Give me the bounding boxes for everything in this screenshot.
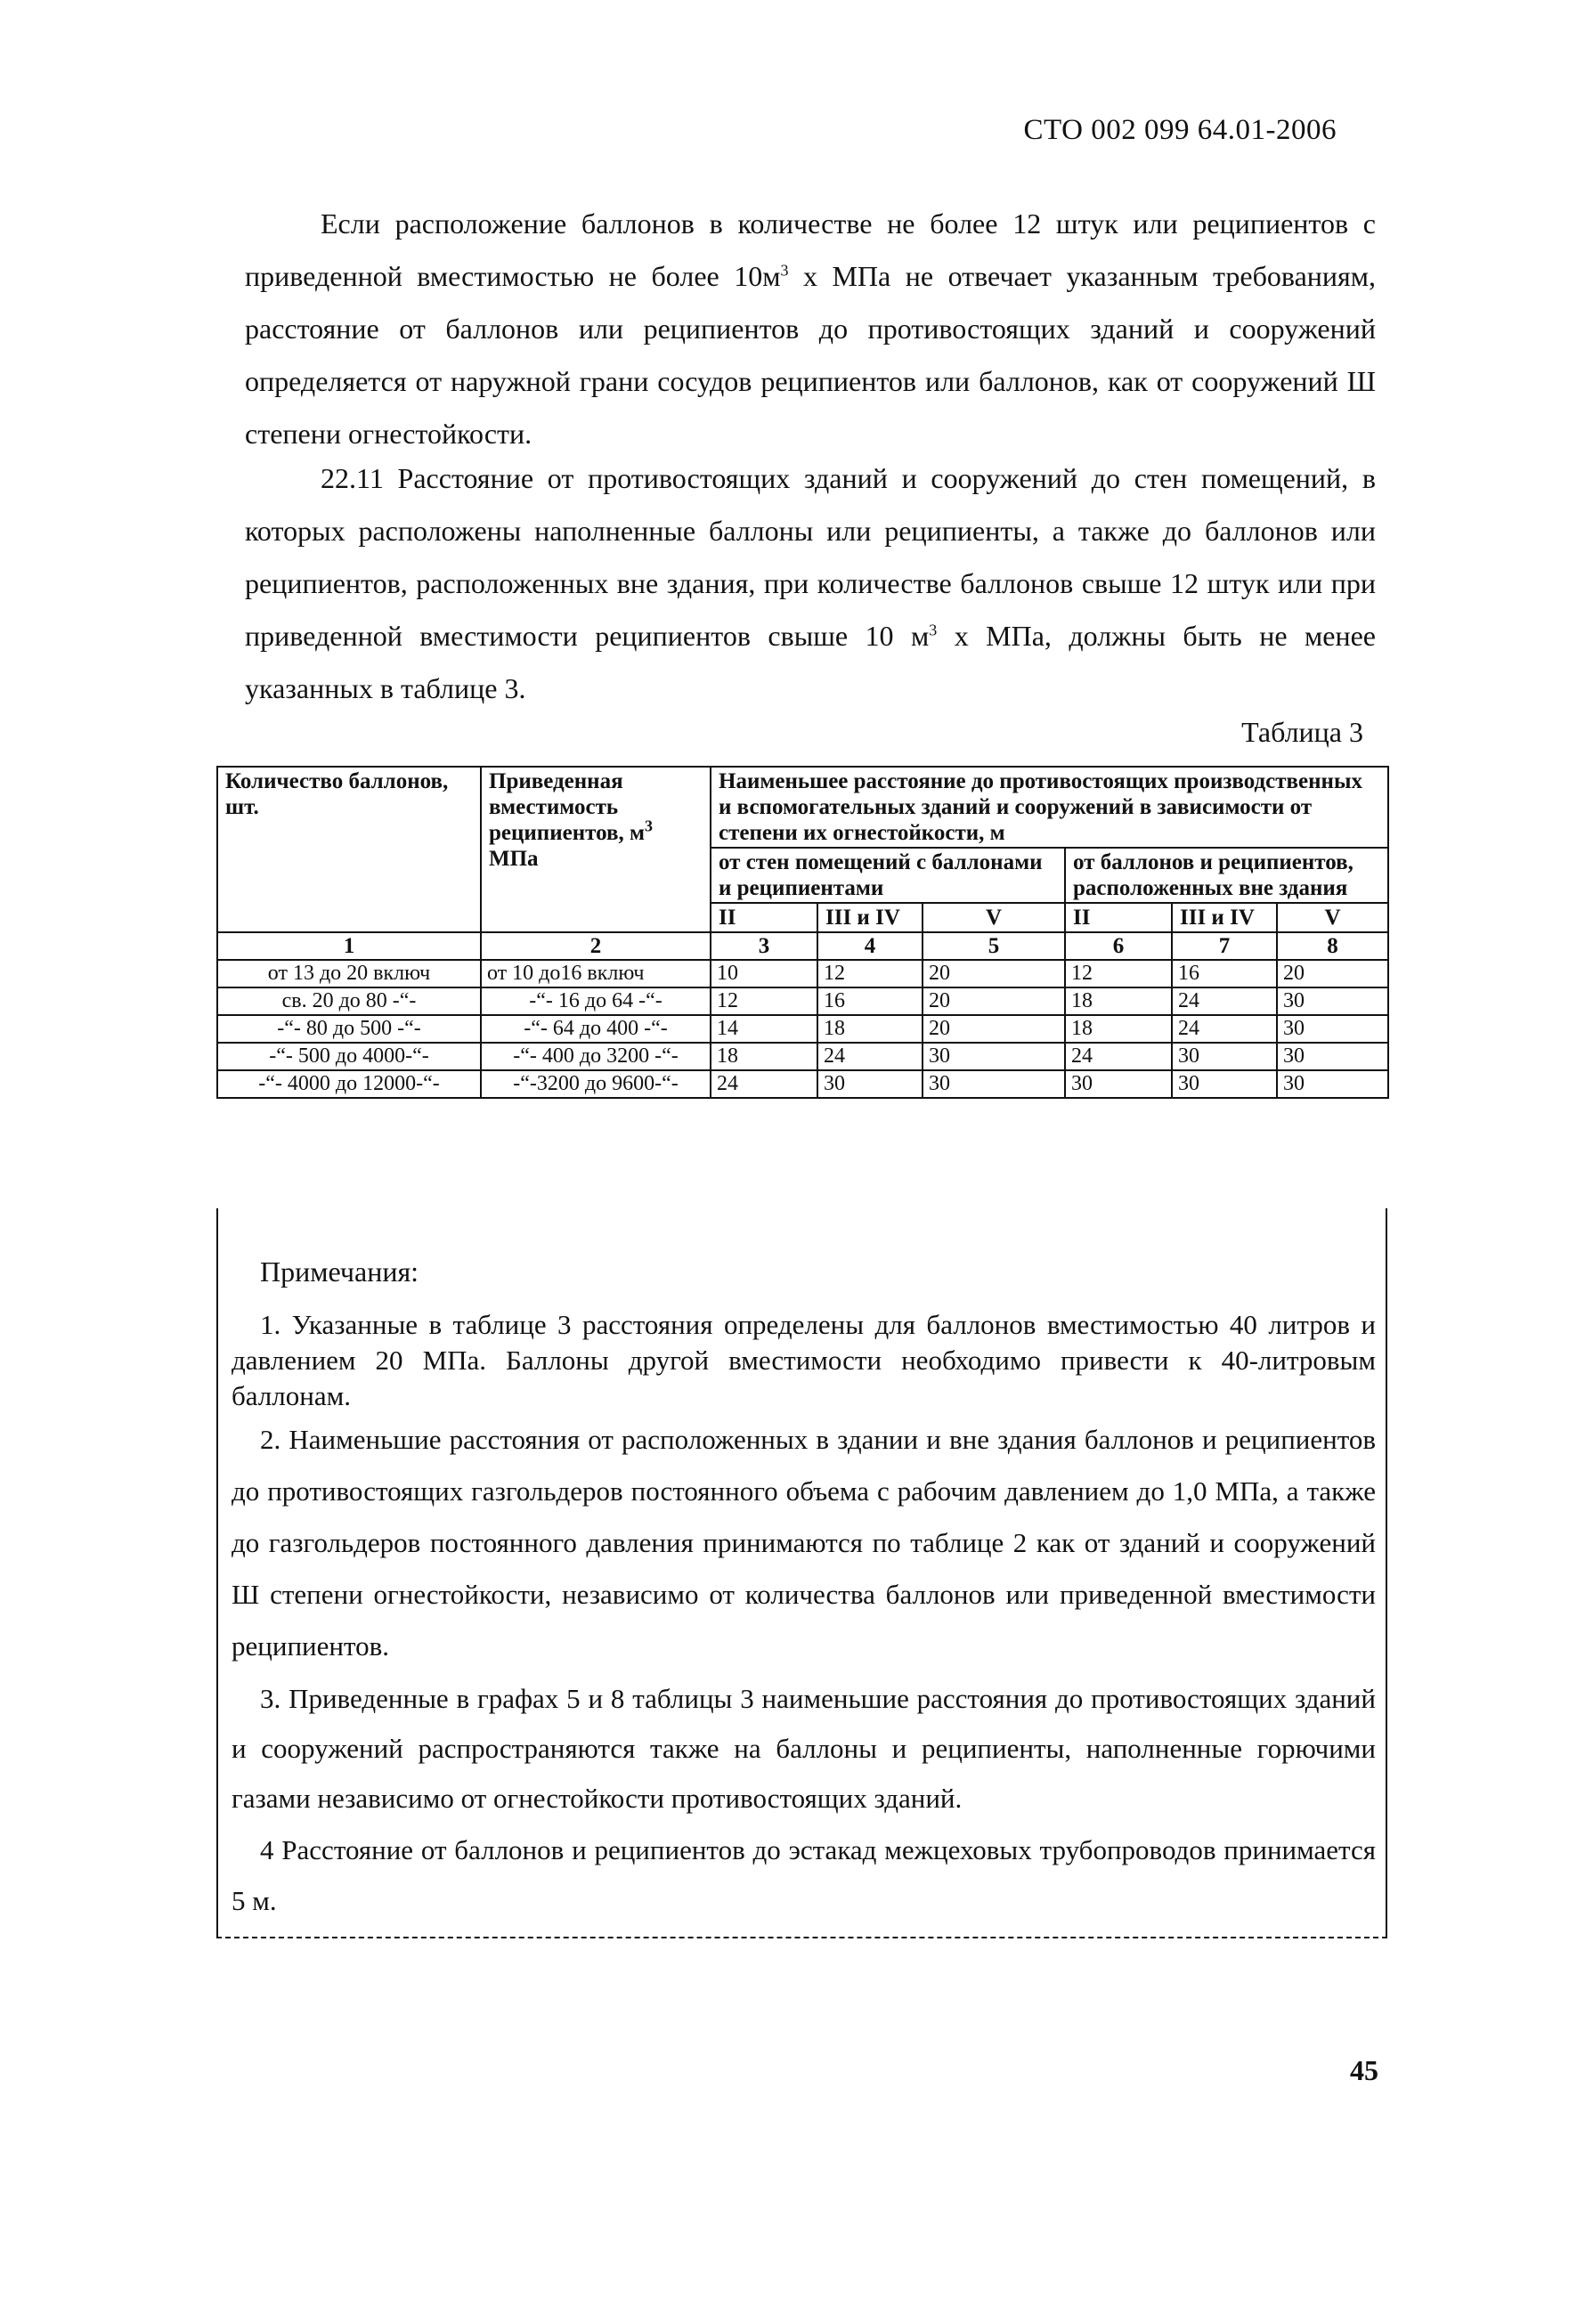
note-2-text: 2. Наименьшие расстояния от расположенных в здании и вне здания баллонов и реципиентов до противостоящих газгольдеров постоянного объема с рабочим давлением до 1,0 МПа, а также до газгольдеров постоянного давления принимаются по таблице 2 как от зданий и сооружений Ш степени огнестойкости, независимо от количества баллонов или приведенной вместимости реципиентов. xyxy=(232,1424,1376,1662)
header-degree: V xyxy=(1277,903,1388,932)
note-4-text: 4 Расстояние от баллонов и реципиентов до эстакад межцеховых трубопроводов принимается 5 м. xyxy=(232,1834,1376,1916)
table-cell: -“- 500 до 4000-“- xyxy=(217,1043,481,1070)
table-cell: 30 xyxy=(1065,1070,1172,1098)
table-cell: 24 xyxy=(1065,1043,1172,1070)
notes-frame-bottom-line xyxy=(216,1937,1387,1938)
header-capacity-sup: 3 xyxy=(644,817,653,835)
table-row xyxy=(217,987,1388,1015)
note-1-text: 1. Указанные в таблице 3 расстояния определены для баллонов вместимостью 40 литров и давлением 20 МПа. Баллоны другой вместимости необходимо привести к 40-литровым баллонам. xyxy=(232,1309,1376,1411)
table-cell: -“- 80 до 500 -“- xyxy=(217,1015,481,1043)
table-cell: 30 xyxy=(817,1070,923,1098)
table-cell: -“- 64 до 400 -“- xyxy=(481,1015,711,1043)
table-cell: 24 xyxy=(1172,1015,1277,1043)
header-capacity-unit: МПа xyxy=(489,847,539,871)
table-caption: Таблица 3 xyxy=(1241,716,1363,748)
header-sub-outside: от баллонов и реципиентов, расположенных вне здания xyxy=(1065,848,1388,903)
header-capacity xyxy=(481,767,711,932)
document-code: СТО 002 099 64.01-2006 xyxy=(1023,114,1337,146)
header-degree: V xyxy=(923,903,1065,932)
page-number: 45 xyxy=(1350,2054,1378,2086)
table-cell: 18 xyxy=(1065,1015,1172,1043)
table-cell: от 10 до16 включ xyxy=(481,960,711,987)
header-sub-walls: от стен помещений с баллонами и реципиентами xyxy=(711,848,1065,903)
column-number: 8 xyxy=(1277,932,1388,960)
table-cell: -“- 400 до 3200 -“- xyxy=(481,1043,711,1070)
table-cell: 30 xyxy=(923,1070,1065,1098)
table-row xyxy=(217,1015,1388,1043)
table-row xyxy=(217,1043,1388,1070)
table-cell: 12 xyxy=(1065,960,1172,987)
table-cell: 30 xyxy=(1277,987,1388,1015)
header-degree: III и IV xyxy=(817,903,923,932)
paragraph-1-sup: 3 xyxy=(780,261,789,280)
table-cell: 20 xyxy=(923,987,1065,1015)
note-3 xyxy=(232,1674,1376,1824)
table-cell: 16 xyxy=(817,987,923,1015)
header-degree: III и IV xyxy=(1172,903,1277,932)
table-header-row-1 xyxy=(217,767,1388,848)
table-cell: 24 xyxy=(1172,987,1277,1015)
header-capacity-text: Приведенная вместимость реципиентов, м xyxy=(489,769,645,845)
column-number: 5 xyxy=(923,932,1065,960)
column-number: 6 xyxy=(1065,932,1172,960)
table-cell: 16 xyxy=(1172,960,1277,987)
table-cell: 24 xyxy=(711,1070,817,1098)
table-cell: 18 xyxy=(817,1015,923,1043)
header-group: Наименьшее расстояние до противостоящих производственных и вспомогательных зданий и сооружений в зависимости от степени их огнестойкости, м xyxy=(711,767,1388,848)
paragraph-1 xyxy=(245,198,1376,460)
table-cell: 14 xyxy=(711,1015,817,1043)
table-row xyxy=(217,960,1388,987)
paragraph-2 xyxy=(245,452,1376,715)
table-cell: от 13 до 20 включ xyxy=(217,960,481,987)
table-row xyxy=(217,1070,1388,1098)
table-cell: 24 xyxy=(817,1043,923,1070)
paragraph-2-text-b: х МПа, должны быть не менее указанных в таблице 3. xyxy=(245,620,1377,704)
header-degree: II xyxy=(1065,903,1172,932)
table-cell: 30 xyxy=(1172,1043,1277,1070)
paragraph-2-sup: 3 xyxy=(929,621,938,639)
column-numbers-row xyxy=(217,932,1388,960)
paragraph-2-text-a: 22.11 Расстояние от противостоящих зданий и сооружений до стен помещений, в которых расположены наполненные баллоны или реципиенты, а также до баллонов или реципиентов, расположенных вне здания, при количестве баллонов свыше 12 штук или при приведенной вместимости реципиентов свыше 10 м xyxy=(245,462,1376,652)
column-number: 7 xyxy=(1172,932,1277,960)
table-cell: -“- 4000 до 12000-“- xyxy=(217,1070,481,1098)
table-cell: 30 xyxy=(1277,1015,1388,1043)
column-number: 3 xyxy=(711,932,817,960)
note-2 xyxy=(232,1414,1376,1672)
table-cell: 30 xyxy=(923,1043,1065,1070)
table-cell: -“- 16 до 64 -“- xyxy=(481,987,711,1015)
distance-table xyxy=(216,766,1389,1099)
table-cell: -“-3200 до 9600-“- xyxy=(481,1070,711,1098)
table-cell: 18 xyxy=(1065,987,1172,1015)
notes-title: Примечания: xyxy=(260,1255,419,1288)
note-4 xyxy=(232,1824,1376,1926)
table-cell: 20 xyxy=(923,1015,1065,1043)
table-cell: 30 xyxy=(1277,1043,1388,1070)
table-cell: 20 xyxy=(923,960,1065,987)
column-number: 2 xyxy=(481,932,711,960)
table-cell: 30 xyxy=(1172,1070,1277,1098)
paragraph-1-text-a: Если расположение баллонов в количестве не более 12 штук или реципиентов с приведенной вместимостью не более 10м xyxy=(245,207,1376,292)
table-cell: св. 20 до 80 -“- xyxy=(217,987,481,1015)
table-cell: 30 xyxy=(1277,1070,1388,1098)
table-cell: 18 xyxy=(711,1043,817,1070)
header-degree: II xyxy=(711,903,817,932)
table-cell: 12 xyxy=(711,987,817,1015)
column-number: 1 xyxy=(217,932,481,960)
paragraph-1-text-b: х МПа не отвечает указанным требованиям, расстояние от баллонов или реципиентов до противостоящих зданий и сооружений определяется от наружной грани сосудов реципиентов или баллонов, как от сооружений Ш степени огнестойкости. xyxy=(245,260,1377,450)
table-cell: 20 xyxy=(1277,960,1388,987)
note-3-text: 3. Приведенные в графах 5 и 8 таблицы 3 наименьшие расстояния до противостоящих зданий и сооружений распространяются также на баллоны и реципиенты, наполненные горючими газами независимо от огнестойкости противостоящих зданий. xyxy=(232,1683,1376,1814)
table-cell: 10 xyxy=(711,960,817,987)
column-number: 4 xyxy=(817,932,923,960)
table-cell: 12 xyxy=(817,960,923,987)
header-count: Количество баллонов, шт. xyxy=(217,767,481,932)
note-1 xyxy=(232,1307,1376,1414)
